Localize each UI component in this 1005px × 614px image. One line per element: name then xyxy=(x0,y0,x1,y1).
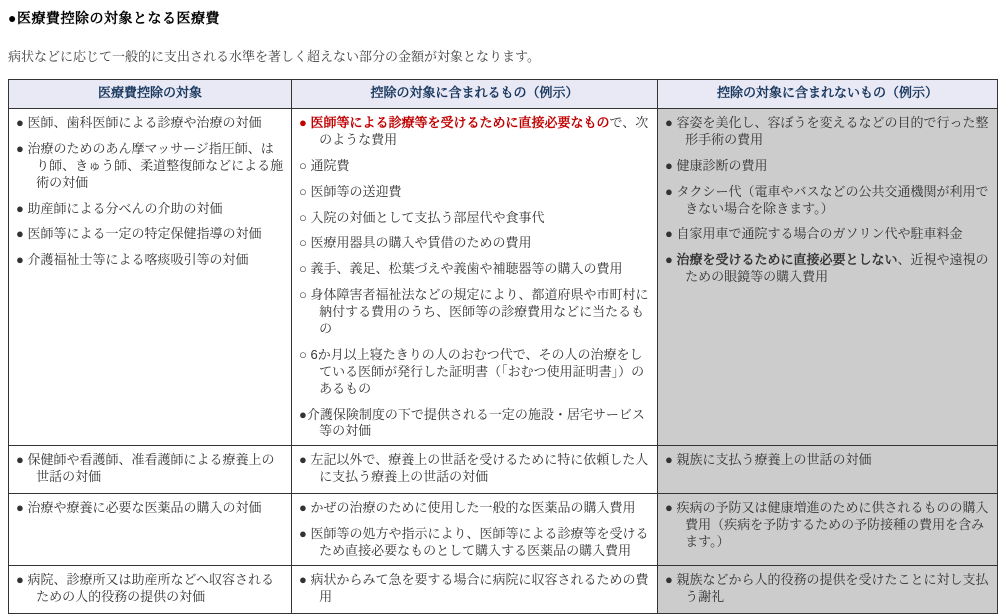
column-header-target: 医療費控除の対象 xyxy=(9,80,292,109)
table-cell xyxy=(292,566,658,614)
list-item-text: 治療や療養に必要な医薬品の購入の対価 xyxy=(27,500,262,516)
table-header xyxy=(9,80,998,109)
list-item-text: 容姿を美化し、容ぼうを変えるなどの目的で行った整形手術の費用 xyxy=(676,115,989,147)
list-item xyxy=(665,500,991,551)
circle-bullet-icon: ○ xyxy=(299,346,311,362)
list-item-text: タクシー代（電車やバスなどの公共交通機関が利用できない場合を除きます。） xyxy=(676,183,989,216)
circle-bullet-icon: ○ xyxy=(299,157,311,173)
list-item xyxy=(299,452,651,486)
table-cell xyxy=(9,109,292,446)
list-item xyxy=(665,158,991,175)
bullet-icon: ● xyxy=(665,572,677,588)
bullet-icon: ● xyxy=(665,183,677,199)
table-cell xyxy=(658,109,998,446)
bullet-icon: ● xyxy=(16,252,28,268)
list-item xyxy=(299,235,651,252)
table-cell xyxy=(292,446,658,494)
list-item xyxy=(16,452,285,486)
list-item-text: 、近視や遠視のための眼鏡等の購入費用 xyxy=(685,252,989,285)
list-item xyxy=(299,500,651,517)
list-item xyxy=(665,184,991,218)
list-item xyxy=(16,572,285,606)
list-item xyxy=(299,526,651,560)
circle-bullet-icon: ○ xyxy=(299,235,311,251)
list-item xyxy=(665,252,991,286)
bullet-icon: ● xyxy=(16,226,28,242)
list-item-text: 助産師による分べんの介助の対価 xyxy=(27,200,223,216)
table-row xyxy=(9,566,998,614)
bullet-icon: ● xyxy=(16,452,28,468)
list-item xyxy=(665,572,991,606)
intro-text: 病状などに応じて一般的に支出される水準を著しく超えない部分の金額が対象となります。 xyxy=(8,49,540,64)
bullet-icon: ● xyxy=(299,572,311,588)
bullet-icon: ● xyxy=(299,115,311,130)
bullet-icon: ● xyxy=(665,500,677,516)
list-item-text: 医師等による診療等を受けるために直接必要なもの xyxy=(310,115,610,130)
bullet-icon: ● xyxy=(16,572,28,588)
table-cell xyxy=(9,494,292,566)
bullet-icon: ● xyxy=(665,157,677,173)
medical-expense-table xyxy=(8,79,998,614)
bullet-icon: ● xyxy=(665,226,677,242)
list-item xyxy=(299,572,651,606)
list-item xyxy=(299,261,651,278)
list-item-text: 医師等の送迎費 xyxy=(310,183,402,199)
bullet-icon: ● xyxy=(299,452,311,468)
page-title xyxy=(8,8,997,28)
list-item-text: 介護保険制度の下で提供される一定の施設・居宅サービス等の対価 xyxy=(306,406,645,439)
list-item xyxy=(665,452,991,469)
list-item xyxy=(665,226,991,243)
list-item xyxy=(16,201,285,218)
circle-bullet-icon: ○ xyxy=(299,183,311,199)
list-item xyxy=(16,226,285,243)
table-body xyxy=(9,109,998,614)
table-cell xyxy=(9,446,292,494)
list-item xyxy=(299,158,651,175)
list-item-text: 入院の対価として支払う部屋代や食事代 xyxy=(310,209,545,225)
table-row xyxy=(9,446,998,494)
list-item-text: 自家用車で通院する場合のガソリン代や駐車料金 xyxy=(676,226,963,242)
list-item xyxy=(299,287,651,338)
circle-bullet-icon: ○ xyxy=(299,287,311,303)
list-item-text: 医療用器具の購入や賃借のための費用 xyxy=(310,235,532,251)
column-header-included: 控除の対象に含まれるもの（例示） xyxy=(292,80,658,109)
page-title-text: 医療費控除の対象となる医療費 xyxy=(16,10,220,26)
title-bullet-icon: ● xyxy=(8,10,17,26)
list-item-text: 健康診断の費用 xyxy=(676,157,768,173)
list-item-text: 治療のためのあん摩マッサージ指圧師、はり師、きゅう師、柔道整復師などによる施術の対価 xyxy=(27,140,284,190)
bullet-icon: ● xyxy=(16,115,28,130)
circle-bullet-icon: ○ xyxy=(299,261,311,277)
list-item-text: 治療を受けるために直接必要としない xyxy=(676,252,898,268)
list-item xyxy=(16,115,285,132)
circle-bullet-icon: ○ xyxy=(299,209,311,225)
list-item-text: 義手、義足、松葉づえや義歯や補聴器等の購入の費用 xyxy=(310,261,623,277)
table-cell xyxy=(292,109,658,446)
table-cell xyxy=(658,494,998,566)
list-item xyxy=(299,347,651,398)
list-item xyxy=(665,115,991,149)
list-item-text: 医師等による一定の特定保健指導の対価 xyxy=(27,226,262,242)
list-item-text: 6か月以上寝たきりの人のおむつ代で、その人の治療をしている医師が発行した証明書（「おむつ使用証明書」）のあるもの xyxy=(310,346,645,396)
list-item-text: 病院、診療所又は助産所などへ収容されるための人的役務の提供の対価 xyxy=(27,572,274,604)
bullet-icon: ● xyxy=(665,252,677,268)
list-item xyxy=(16,500,285,517)
list-item xyxy=(16,141,285,192)
list-item-text: 親族に支払う療養上の世話の対価 xyxy=(676,452,872,468)
list-item-text: 左記以外で、療養上の世話を受けるために特に依頼した人に支払う療養上の世話の対価 xyxy=(310,452,649,485)
list-item-text: 通院費 xyxy=(310,157,350,173)
list-item-text: 親族などから人的役務の提供を受けたことに対し支払う謝礼 xyxy=(676,572,989,604)
list-item xyxy=(299,210,651,227)
table-cell xyxy=(658,446,998,494)
list-item xyxy=(16,252,285,269)
bullet-icon: ● xyxy=(16,140,28,156)
list-item-text: 保健師や看護師、准看護師による療養上の世話の対価 xyxy=(27,452,275,485)
list-item-text: 介護福祉士等による喀痰吸引等の対価 xyxy=(27,252,249,268)
bullet-icon: ● xyxy=(299,406,307,422)
bullet-icon: ● xyxy=(665,452,677,468)
list-item-text: 疾病の予防又は健康増進のために供されるものの購入費用（疾病を予防するための予防接種の費用を含みます。） xyxy=(676,500,989,550)
list-item-text: 身体障害者福祉法などの規定により、都道府県や市町村に納付する費用のうち、医師等の診療費用などに当たるもの xyxy=(310,287,649,337)
table-row xyxy=(9,109,998,446)
bullet-icon: ● xyxy=(299,526,311,542)
table-cell xyxy=(658,566,998,614)
table-cell xyxy=(9,566,292,614)
bullet-icon: ● xyxy=(16,200,28,216)
list-item xyxy=(299,407,651,441)
table-row xyxy=(9,494,998,566)
bullet-icon: ● xyxy=(299,500,311,516)
column-header-excluded: 控除の対象に含まれないもの（例示） xyxy=(658,80,998,109)
bullet-icon: ● xyxy=(16,500,28,516)
list-item-text: で、次のような費用 xyxy=(319,115,649,147)
bullet-icon: ● xyxy=(665,115,677,130)
list-item xyxy=(299,115,651,149)
list-item-text: かぜの治療のために使用した一般的な医薬品の購入費用 xyxy=(310,500,636,516)
table-cell xyxy=(292,494,658,566)
list-item-text: 医師等の処方や指示により、医師等による診療等を受けるため直接必要なものとして購入する医薬品の購入費用 xyxy=(310,526,649,559)
list-item xyxy=(299,184,651,201)
list-item-text: 医師、歯科医師による診療や治療の対価 xyxy=(27,115,262,130)
list-item-text: 病状からみて急を要する場合に病院に収容されるための費用 xyxy=(310,572,649,604)
